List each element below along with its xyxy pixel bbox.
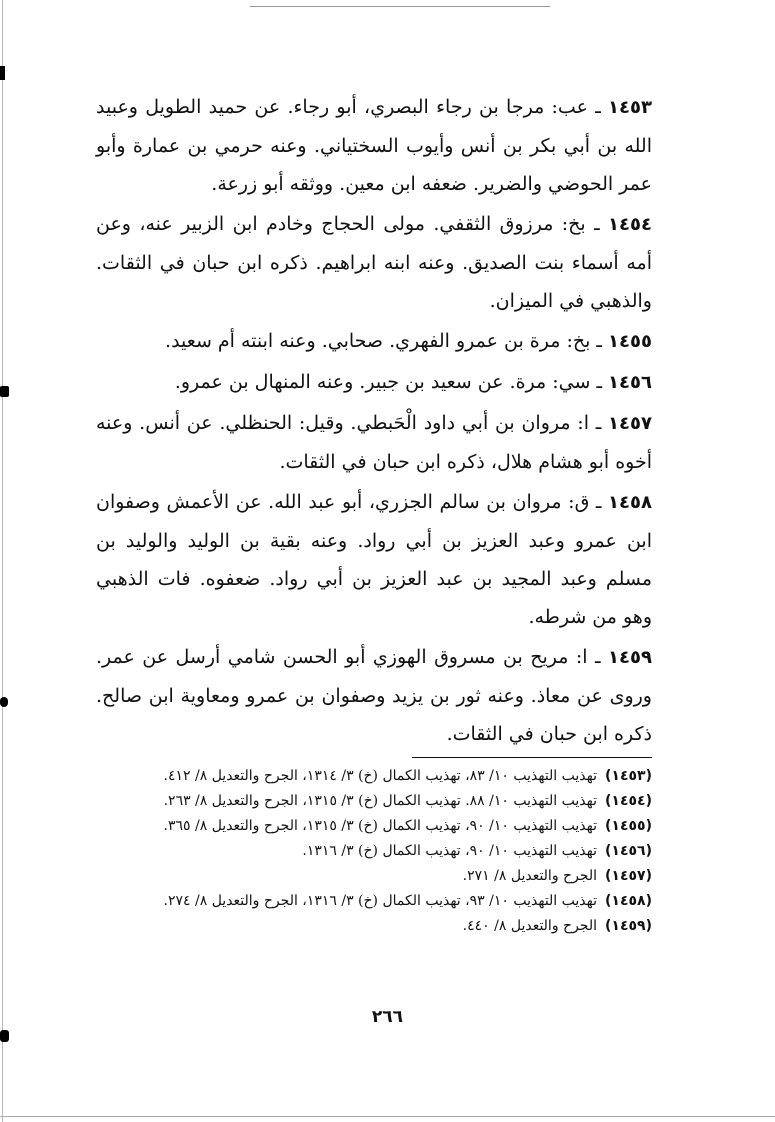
footnote-text: تهذيب التهذيب ١٠/ ٩٠، تهذيب الكمال (خ) ٣/ ١٣١٦.: [302, 843, 597, 859]
page-number: ٢٦٦: [371, 1007, 404, 1027]
entry-number: ١٤٥٣: [608, 97, 652, 118]
page-body: [96, 88, 652, 939]
entry-1457: [96, 404, 652, 481]
entry-text: ـ ا: مروان بن أبي داود الْحَبطي. وقيل: الحنظلي. عن أنس. وعنه أخوه أبو هشام هلال، ذكره ابن حبان في الثقات.: [96, 412, 652, 473]
binding-mark: [0, 66, 5, 80]
footnote-text: تهذيب التهذيب ١٠/ ٩٠، تهذيب الكمال (خ) ٣/ ١٣١٥، الجرح والتعديل ٨/ ٣٦٥.: [163, 818, 597, 834]
footnote-number: (١٤٥٣): [605, 768, 652, 784]
entry-text: ـ سي: مرة. عن سعيد بن جبير. وعنه المنهال بن عمرو.: [174, 371, 609, 393]
entry-number: ١٤٥٧: [608, 413, 652, 434]
footnote-text: الجرح والتعديل ٨/ ٢٧١.: [462, 868, 597, 884]
scan-edge-bottom: [0, 1116, 775, 1117]
footnote-number: (١٤٥٥): [605, 818, 652, 834]
entry-1456: [96, 363, 652, 402]
footnote-number: (١٤٥٧): [605, 868, 652, 884]
footnote-text: الجرح والتعديل ٨/ ٤٤٠.: [462, 918, 597, 934]
entry-text: ـ عب: مرجا بن رجاء البصري، أبو رجاء. عن حميد الطويل وعبيد الله بن أبي بكر بن أنس وأيوب السختياني. وعنه حرمي بن عمارة وأبو عمر الحوضي والضرير. ضعفه ابن معين. ووثقه أبو زرعة.: [96, 96, 652, 195]
footnote: [96, 864, 652, 889]
binding-mark: [0, 1030, 9, 1042]
binding-mark: [0, 386, 9, 397]
scan-edge-top: [250, 6, 550, 7]
footnote: [96, 789, 652, 814]
entry-text: ـ ق: مروان بن سالم الجزري، أبو عبد الله. عن الأعمش وصفوان ابن عمرو وعبد العزيز بن أبي رواد. وعنه بقية بن الوليد والوليد بن مسلم وعبد المجيد بن عبد العزيز بن أبي رواد. ضعفوه. فات الذهبي وهو من شرطه.: [96, 491, 652, 628]
footnote: [96, 889, 652, 914]
footnote-rule: [412, 757, 652, 758]
entry-text: ـ بخ: مرزوق الثقفي. مولى الحجاج وخادم ابن الزبير عنه، وعن أمه أسماء بنت الصديق. وعنه ابنه ابراهيم. ذكره ابن حبان في الثقات. والذهبي في الميزان.: [96, 213, 652, 312]
entry-1459: [96, 638, 652, 753]
entry-number: ١٤٥٩: [608, 647, 652, 668]
entry-text: ـ بخ: مرة بن عمرو الفهري. صحابي. وعنه ابنته أم سعيد.: [165, 330, 609, 352]
entry-number: ١٤٥٨: [608, 492, 652, 513]
footnote-number: (١٤٥٩): [605, 918, 652, 934]
entry-1453: [96, 88, 652, 203]
entry-1458: [96, 483, 652, 636]
footnote: [96, 914, 652, 939]
entry-1454: [96, 205, 652, 320]
footnote-text: تهذيب التهذيب ١٠/ ٨٨. تهذيب الكمال (خ) ٣/ ١٣١٥، الجرح والتعديل ٨/ ٢٦٣.: [163, 793, 597, 809]
scan-edge-left: [2, 0, 3, 1122]
footnote-number: (١٤٥٦): [605, 843, 652, 859]
entry-1455: [96, 322, 652, 361]
entry-number: ١٤٥٥: [608, 331, 652, 352]
footnote-number: (١٤٥٤): [605, 793, 652, 809]
entry-text: ـ ا: مريح بن مسروق الهوزي أبو الحسن شامي أرسل عن عمر. وروى عن معاذ. وعنه ثور بن يزيد وصفوان بن عمرو ومعاوية ابن صالح. ذكره ابن حبان في الثقات.: [96, 646, 652, 745]
footnote-text: تهذيب التهذيب ١٠/ ٩٣، تهذيب الكمال (خ) ٣/ ١٣١٦، الجرح والتعديل ٨/ ٢٧٤.: [163, 893, 597, 909]
footnote: [96, 764, 652, 789]
entry-number: ١٤٥٦: [608, 372, 652, 393]
entry-number: ١٤٥٤: [608, 214, 652, 235]
footnote-text: تهذيب التهذيب ١٠/ ٨٣، تهذيب الكمال (خ) ٣/ ١٣١٤، الجرح والتعديل ٨/ ٤١٢.: [163, 768, 597, 784]
footnote: [96, 839, 652, 864]
footnote: [96, 814, 652, 839]
footnote-number: (١٤٥٨): [605, 893, 652, 909]
binding-mark: [0, 697, 8, 707]
